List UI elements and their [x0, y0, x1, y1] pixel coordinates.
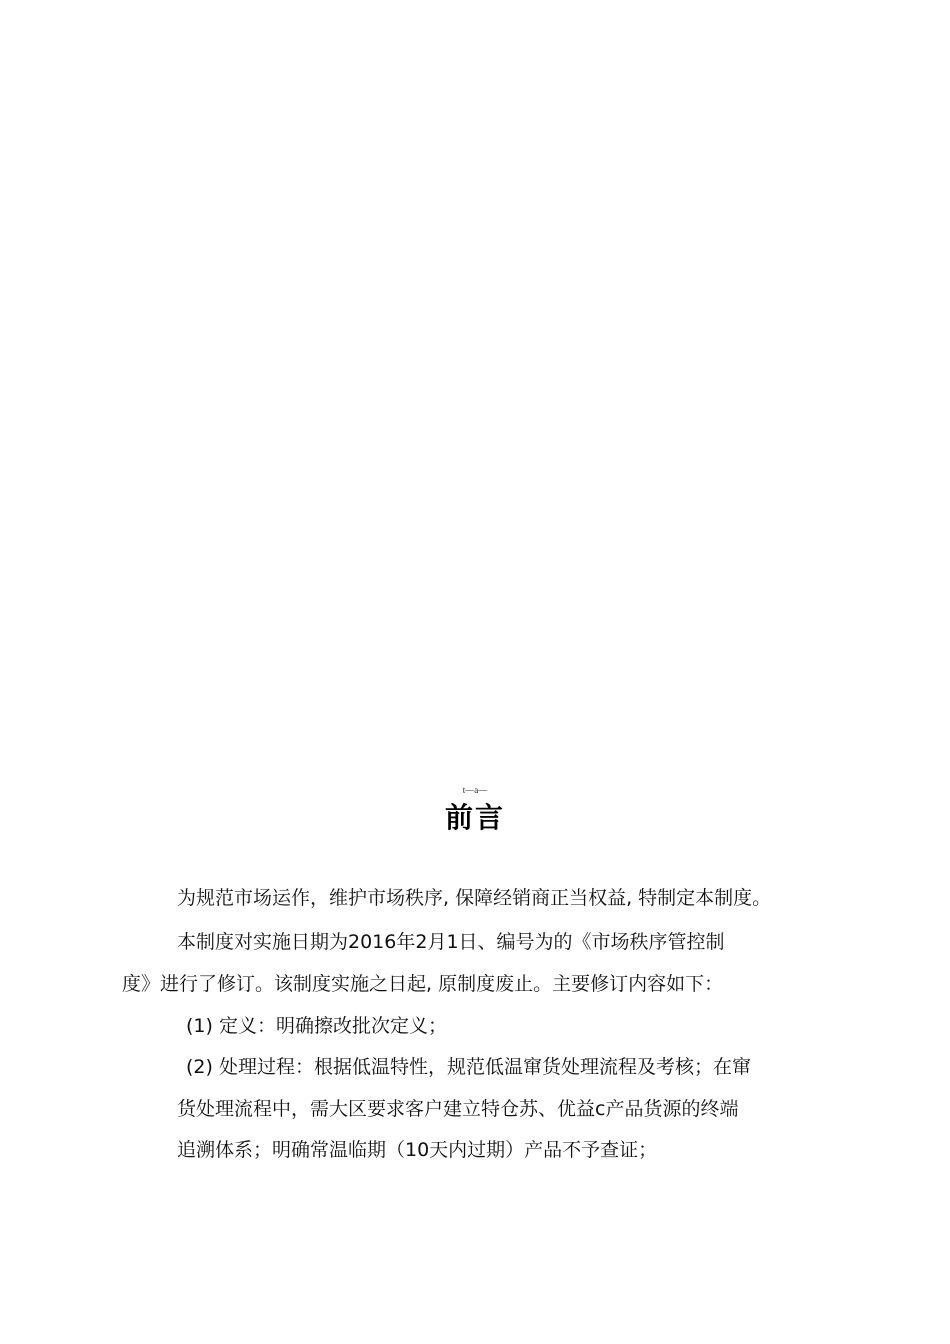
list-item: (2) 处理过程：根据低温特性，规范低温窜货处理流程及考核；在窜 [186, 1056, 751, 1078]
paragraph-line: 本制度对实施日期为2016年2月1日、编号为的《市场秩序管控制 [177, 931, 725, 953]
header-mark: t—a— [462, 785, 488, 795]
page-title: 前言 [444, 801, 505, 834]
paragraph-line: 度》进行了修订。该制度实施之日起, 原制度废止。主要修订内容如下： [122, 973, 724, 995]
list-item: (1) 定义：明确擦改批次定义； [186, 1015, 447, 1037]
paragraph-line: 货处理流程中，需大区要求客户建立特仓苏、优益c产品货源的终端 [177, 1098, 739, 1120]
paragraph-line: 为规范市场运作，维护市场秩序, 保障经销商正当权益, 特制定本制度。 [177, 887, 772, 909]
paragraph-line: 追溯体系；明确常温临期（10天内过期）产品不予查证； [177, 1139, 658, 1161]
